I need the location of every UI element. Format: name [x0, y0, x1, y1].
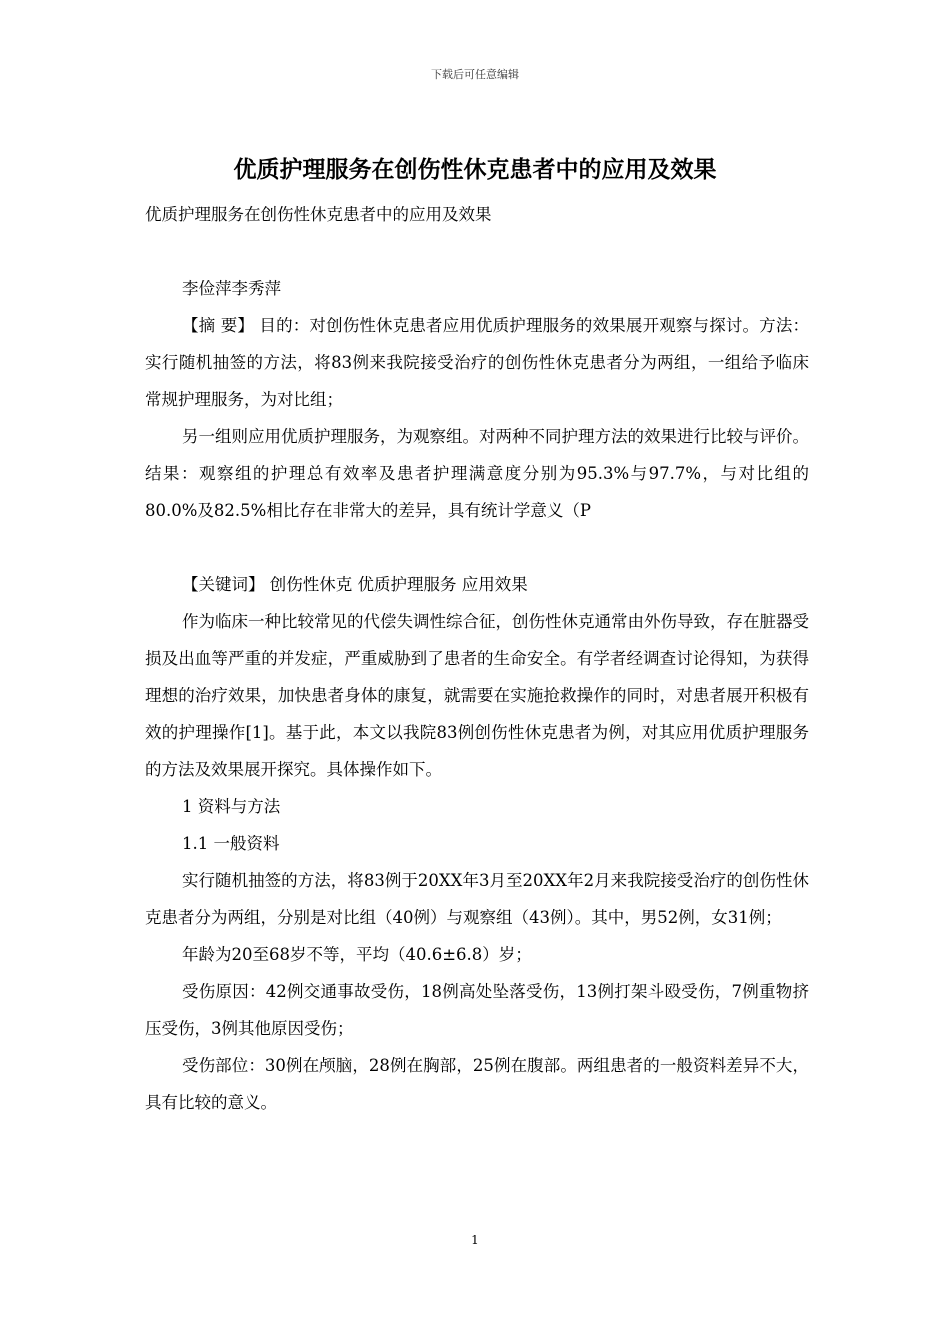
- intro-paragraph: 作为临床一种比较常见的代偿失调性综合征，创伤性休克通常由外伤导致，存在脏器受损及出血等严重的并发症，严重威胁到了患者的生命安全。有学者经调查讨论得知，为获得理想的治疗效果，加快患者身体的康复，就需要在实施抢救操作的同时，对患者展开积极有效的护理操作[1]。基于此，本文以我院83例创伤性休克患者为例，对其应用优质护理服务的方法及效果展开探究。具体操作如下。: [145, 612, 809, 779]
- document-body: [145, 196, 809, 1121]
- author-line: 李俭萍李秀萍: [182, 279, 281, 298]
- keywords-line: 【关键词】 创伤性休克 优质护理服务 应用效果: [182, 575, 528, 594]
- header-note: 下载后可任意编辑: [431, 68, 519, 81]
- section-heading-1: 1 资料与方法: [182, 797, 281, 816]
- abstract-paragraph-1: 【摘 要】 目的：对创伤性休克患者应用优质护理服务的效果展开观察与探讨。方法：实行随机抽签的方法，将83例来我院接受治疗的创伤性休克患者分为两组，一组给予临床常规护理服务，为对比组；: [145, 316, 809, 409]
- page-number: 1: [471, 1233, 479, 1247]
- body-paragraph-2: 年龄为20至68岁不等，平均（40.6±6.8）岁；: [182, 945, 532, 964]
- body-paragraph-1: 实行随机抽签的方法，将83例于20XX年3月至20XX年2月来我院接受治疗的创伤性休克患者分为两组，分别是对比组（40例）与观察组（43例）。其中，男52例，女31例；: [145, 871, 809, 927]
- document-title: 优质护理服务在创伤性休克患者中的应用及效果: [233, 157, 717, 183]
- body-paragraph-4: 受伤部位：30例在颅脑，28例在胸部，25例在腹部。两组患者的一般资料差异不大，具有比较的意义。: [145, 1056, 809, 1112]
- abstract-paragraph-2: 另一组则应用优质护理服务，为观察组。对两种不同护理方法的效果进行比较与评价。结果：观察组的护理总有效率及患者护理满意度分别为95.3%与97.7%，与对比组的80.0%及82.5%相比存在非常大的差异，具有统计学意义（P: [145, 427, 809, 520]
- body-paragraph-3: 受伤原因：42例交通事故受伤，18例高处坠落受伤，13例打架斗殴受伤，7例重物挤压受伤，3例其他原因受伤；: [145, 982, 809, 1038]
- document-subtitle: 优质护理服务在创伤性休克患者中的应用及效果: [145, 205, 492, 224]
- section-heading-1-1: 1.1 一般资料: [182, 834, 280, 853]
